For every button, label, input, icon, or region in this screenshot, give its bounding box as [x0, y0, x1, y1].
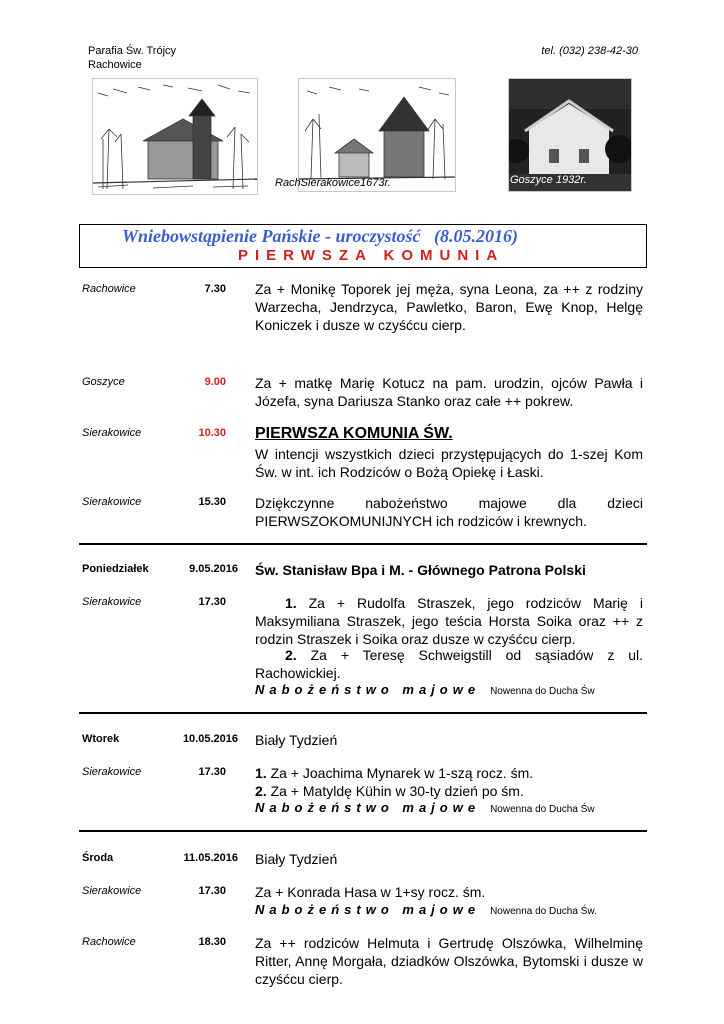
novena-label: Nowenna do Ducha Św	[490, 804, 595, 815]
may-devotion	[255, 902, 597, 917]
intention-text: Za + Rudolfa Straszek, jego rodziców Marię i Maksymiliana Straszek, jego teścia Horsta Soika oraz ++ z rodzin Straszek i Soika oraz dusze w czyśćcu cierp.	[255, 595, 643, 647]
day-title: Św. Stanisław Bpa i M. - Głównego Patrona Polski	[255, 562, 586, 578]
day-title: Biały Tydzień	[255, 732, 338, 748]
may-devotion-label: Nabożeństwo majowe	[255, 902, 481, 917]
entry-intention: Za ++ rodziców Helmuta i Gertrudę Olszówka, Wilhelminę Ritter, Annę Morgała, dziadków Olszówka, Bytomski i dusze w czyśćcu cierp.	[255, 935, 643, 987]
entry-intention: Za + matkę Marię Kotucz na pam. urodzin, ojców Pawła i Józefa, syna Dariusza Stanko oraz całe ++ pokrew.	[255, 375, 643, 409]
feast-name: Wniebowstąpienie Pańskie - uroczystość	[122, 226, 421, 246]
may-devotion	[255, 682, 595, 697]
day-name: Środa	[82, 852, 114, 864]
section-divider	[79, 543, 647, 545]
image-caption-goszyce: Goszyce 1932r.	[510, 174, 587, 186]
feast-date: (8.05.2016)	[434, 226, 519, 246]
entry-intention	[255, 782, 643, 800]
first-communion-heading: PIERWSZA KOMUNIA ŚW.	[255, 425, 453, 442]
entry-time: 17.30	[198, 885, 226, 897]
may-devotion-label: Nabożeństwo majowe	[255, 800, 481, 815]
day-date: 10.05.2016	[182, 733, 238, 745]
novena-label: Nowenna do Ducha Św	[490, 686, 595, 697]
first-communion-subtitle: PIERWSZA KOMUNIA	[238, 247, 505, 264]
entry-place: Rachowice	[82, 936, 136, 948]
church-sketch-left	[92, 78, 258, 195]
intention-number: 1.	[285, 595, 297, 611]
novena-label: Nowenna do Ducha Św.	[490, 906, 597, 917]
phone-number: tel. (032) 238-42-30	[541, 45, 638, 57]
may-devotion	[255, 800, 595, 815]
entry-time: 7.30	[204, 283, 226, 295]
church-sketch-center	[298, 78, 456, 192]
entry-place: Sierakowice	[82, 427, 142, 439]
entry-place: Sierakowice	[82, 596, 142, 608]
entry-place: Sierakowice	[82, 885, 142, 897]
entry-intention: Za + Konrada Hasa w 1+sy rocz. śm.	[255, 884, 486, 900]
parish-name: Parafia Św. Trójcy	[88, 45, 177, 57]
day-name: Wtorek	[82, 733, 120, 745]
section-divider	[79, 712, 647, 714]
entry-intention: W intencji wszystkich dzieci przystępujących do 1-szej Kom Św. w int. ich Rodziców o Bożą Opiekę i Łaski.	[255, 446, 643, 480]
intention-number: 2.	[255, 783, 267, 799]
entry-time: 15.30	[198, 496, 226, 508]
intention-number: 1.	[255, 765, 267, 781]
entry-intention	[255, 594, 643, 648]
entry-time: 18.30	[198, 936, 226, 948]
section-divider	[79, 830, 647, 832]
feast-title	[122, 226, 518, 247]
entry-time: 17.30	[198, 766, 226, 778]
intention-number: 2.	[285, 647, 297, 663]
entry-intention: Dziękczynne nabożeństwo majowe dla dzieci PIERWSZOKOMUNIJNYCH ich rodziców i krewnych.	[255, 495, 643, 529]
entry-place: Sierakowice	[82, 496, 142, 508]
entry-place: Rachowice	[82, 283, 136, 295]
image-caption-overlap: RachSierakowice1673r.	[275, 177, 391, 189]
intention-text: Za + Teresę Schweigstill od sąsiadów z ul. Rachowickiej.	[255, 647, 643, 681]
entry-intention	[255, 764, 643, 782]
entry-intention	[255, 646, 643, 682]
intention-text: Za + Matyldę Kühin w 30-ty dzień po śm.	[266, 783, 524, 799]
entry-place: Goszyce	[82, 376, 125, 388]
feast-title-box	[79, 224, 647, 268]
entry-place: Sierakowice	[82, 766, 142, 778]
day-name: Poniedziałek	[82, 563, 149, 575]
entry-intention: Za + Monikę Toporek jej męża, syna Leona, za ++ z rodziny Warzecha, Jendrzyca, Pawletko, Baron, Ewę Knop, Helgę Koniczek i dusze w czyśćcu cierp.	[255, 281, 643, 333]
entry-time: 9.00	[204, 376, 226, 388]
may-devotion-label: Nabożeństwo majowe	[255, 682, 481, 697]
day-date: 9.05.2016	[189, 563, 238, 575]
entry-time: 10.30	[198, 427, 226, 439]
intention-text: Za + Joachima Mynarek w 1-szą rocz. śm.	[266, 765, 534, 781]
day-title: Biały Tydzień	[255, 851, 338, 867]
entry-time: 17.30	[198, 596, 226, 608]
day-date: 11.05.2016	[183, 852, 238, 864]
parish-town: Rachowice	[88, 59, 142, 71]
